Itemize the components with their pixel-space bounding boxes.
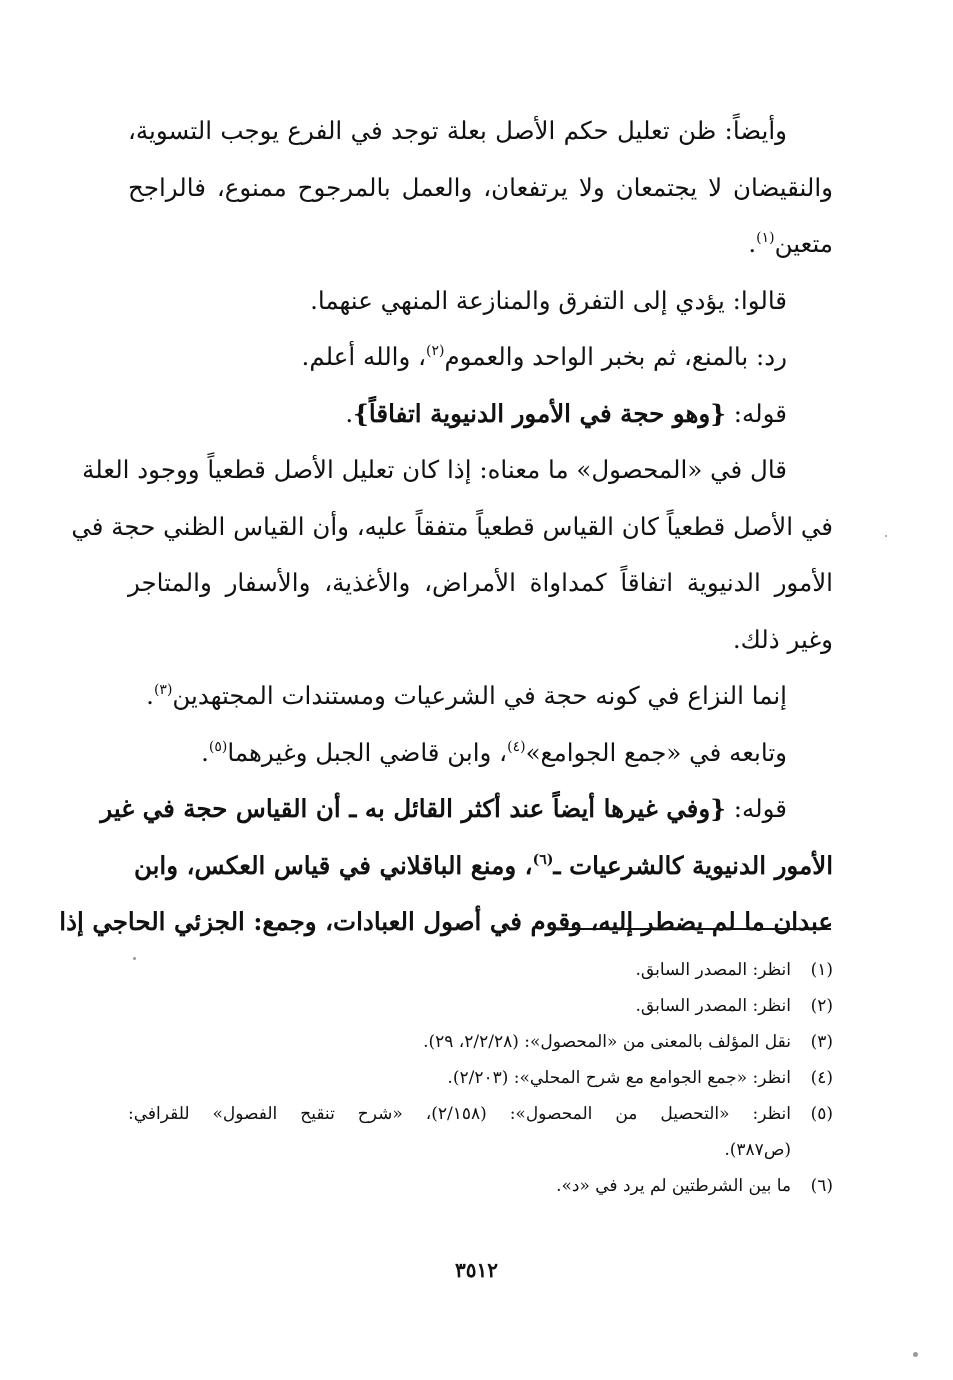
footnotes [128,952,833,1204]
footnote-number: (٤) [810,1068,833,1088]
footnote-number: (٦) [810,1176,833,1196]
text-segment: . [748,229,757,258]
footnote-separator [563,928,831,930]
text-line: قال في «المحصول» ما معناه: إذا كان تعليل الأصل قطعياً ووجود العلة [82,455,787,484]
footnote [128,1060,833,1096]
text-segment: متعين [774,229,833,258]
footnote-ref: (٤) [507,738,526,755]
text-line [128,386,833,443]
footnote-ref: (٦) [532,851,554,868]
footnote [128,1096,833,1132]
footnote-ref: (٥) [208,738,228,755]
footnote-number: (٢) [810,996,833,1016]
scan-speck [885,535,887,537]
text-segment: رد: بالمنع، ثم بخبر الواحد والعموم [444,342,787,371]
text-segment: وتابعه في «جمع الجوامع» [525,737,787,767]
footnote-text: انظر: «جمع الجوامع مع شرح المحلي»: (٢/٢٠٣). [447,1068,791,1088]
quoted-matn: ، ومنع الباقلاني في قياس العكس، وابن [133,850,533,880]
text-line: وغير ذلك. [732,624,833,654]
text-line [100,781,833,838]
footnote-number: (٣) [810,1032,833,1052]
text-line: عبدان ما لم يضطر إليه، وقوم في أصول العبادات، وجمع: الجزئي الحاجي إذا [59,907,833,936]
page-number: ٣٥١٢ [455,1258,498,1282]
footnote-text: انظر: «التحصيل من المحصول»: (٢/١٥٨)، «شرح تنقيح الفصول» للقرافي: [128,1104,791,1124]
footnote [128,988,833,1024]
main-text [59,103,833,951]
footnote-number: (١) [810,960,833,980]
text-segment: ، والله أعلم. [301,342,427,371]
text-line: والنقيضان لا يجتمعان ولا يرتفعان، والعمل بالمرجوح ممنوع، فالراجح [128,172,833,202]
text-segment: قوله: [725,794,787,823]
footnote-number: (٥) [810,1104,833,1124]
text-line: في الأصل قطعياً كان القياس قطعياً متفقاً عليه، وأن القياس الظني حجة في [71,511,833,541]
footnote-ref: (٢) [426,343,445,359]
footnote-ref: (١) [756,230,775,246]
text-segment: . [146,681,154,710]
quoted-matn: الأمور الدنيوية كالشرعيات ـ [553,850,833,880]
text-line [128,725,833,782]
text-segment: . [345,398,354,428]
scan-speck [133,957,136,960]
text-line: الأمور الدنيوية اتفاقاً كمداواة الأمراض، والأغذية، والأسفار والمتاجر [128,568,833,597]
footnote-continuation: (ص٣٨٧). [724,1140,791,1160]
text-line [128,838,833,895]
footnote-text: انظر: المصدر السابق. [635,960,791,980]
text-line: وأيضاً: ظن تعليل حكم الأصل بعلة توجد في الفرع يوجب التسوية، [128,116,787,145]
footnote [128,1024,833,1060]
quoted-matn: {وهو حجة في الأمور الدنيوية اتفاقاً} [353,398,726,428]
text-line [128,216,833,273]
text-segment: إنما النزاع في كونه حجة في الشرعيات ومستندات المجتهدين [172,681,787,710]
footnote-text: ما بين الشرطتين لم يرد في «د». [556,1176,791,1196]
footnote [128,952,833,988]
text-segment: . [201,737,209,767]
text-line: قالوا: يؤدي إلى التفرق والمنازعة المنهي عنهما. [310,285,787,315]
footnote [128,1168,833,1204]
quoted-matn: {وفي غيرها أيضاً عند أكثر القائل به ـ أن القياس حجة في غير [100,794,726,823]
text-line [128,329,833,386]
text-segment: ، وابن قاضي الجبل وغيرهما [227,737,508,767]
text-line [128,668,833,725]
scan-speck [913,1352,918,1357]
footnote-ref: (٣) [153,682,173,698]
footnote-text: انظر: المصدر السابق. [635,996,791,1016]
footnote-text: نقل المؤلف بالمعنى من «المحصول»: (٢/٢/٢٨، ٢٩). [423,1032,791,1052]
text-segment: قوله: [725,398,787,428]
